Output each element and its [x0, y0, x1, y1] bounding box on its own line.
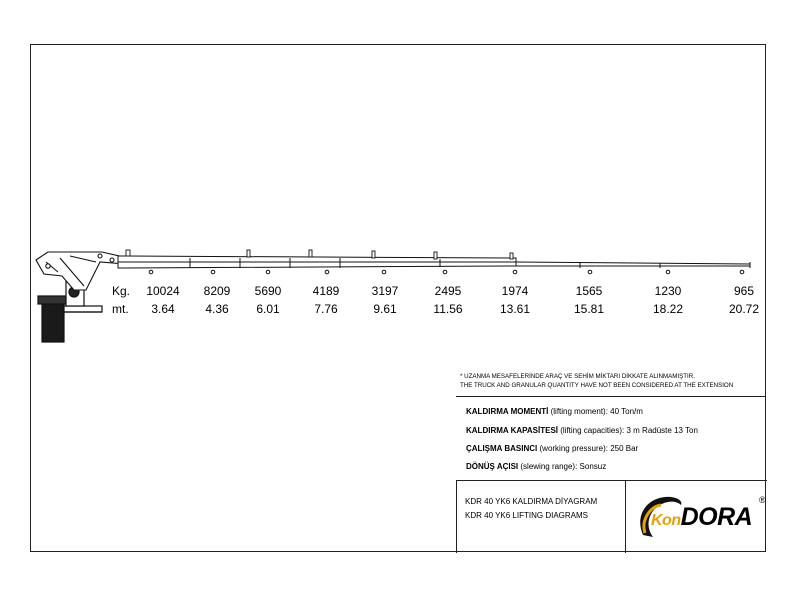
spec-capacity: [466, 426, 698, 435]
hook-markers: [149, 270, 744, 274]
logo-prefix: Kon: [651, 512, 681, 529]
logo-name: DORA: [680, 503, 753, 531]
spec-slewing: [466, 462, 606, 471]
registered-mark: ®: [759, 495, 766, 505]
mt-value: 13.61: [499, 302, 531, 316]
mt-value: 6.01: [256, 302, 280, 316]
load-table: [0, 282, 800, 322]
spec-pressure: [466, 444, 638, 453]
spec-moment: [466, 407, 643, 416]
kg-value: 2495: [434, 284, 462, 298]
mt-value: 9.61: [373, 302, 397, 316]
kg-value: 1230: [654, 284, 682, 298]
spec-pressure-value: (working pressure): 250 Bar: [539, 444, 639, 453]
kg-value: 10024: [146, 284, 180, 298]
kg-value: 5690: [254, 284, 282, 298]
spec-box: [456, 396, 766, 481]
spec-slewing-label: DÖNÜŞ AÇISI: [466, 462, 519, 471]
spec-moment-label: KALDIRMA MOMENTİ: [466, 407, 549, 416]
spec-capacity-value: (lifting capacities): 3 m Radüste 13 Ton: [560, 426, 698, 435]
kg-value: 8209: [203, 284, 231, 298]
mt-value: 15.81: [573, 302, 605, 316]
spec-capacity-label: KALDIRMA KAPASİTESİ: [466, 426, 558, 435]
title-divider: [625, 481, 626, 553]
spec-moment-value: (lifting moment): 40 Ton/m: [550, 407, 643, 416]
kg-value: 965: [733, 284, 755, 298]
spec-pressure-label: ÇALIŞMA BASINCI: [466, 444, 538, 453]
mt-value: 20.72: [728, 302, 760, 316]
mt-value: 11.56: [433, 302, 463, 316]
mt-label: mt.: [112, 302, 129, 316]
title-block: [456, 480, 767, 553]
mt-value: 18.22: [652, 302, 684, 316]
mt-value: 7.76: [314, 302, 338, 316]
kondora-logo: [629, 481, 767, 553]
mt-value: 3.64: [151, 302, 175, 316]
kg-value: 1565: [575, 284, 603, 298]
title-turkish: KDR 40 YK6 KALDIRMA DİYAGRAM: [465, 497, 598, 506]
spec-slewing-value: (slewing range): Sonsuz: [520, 462, 607, 471]
kg-value: 3197: [371, 284, 399, 298]
title-english: KDR 40 YK6 LIFTING DIAGRAMS: [465, 511, 588, 520]
kg-value: 4189: [312, 284, 340, 298]
mt-value: 4.36: [205, 302, 229, 316]
note-turkish: * UZANMA MESAFELERİNDE ARAÇ VE SEHİM MİKTARI DİKKATE ALINMAMIŞTIR.: [460, 373, 695, 380]
kg-value: 1974: [501, 284, 529, 298]
logo-text: [651, 503, 752, 532]
kg-label: Kg.: [112, 284, 131, 298]
note-english: THE TRUCK AND GRANULAR QUANTITY HAVE NOT BEEN CONSIDERED AT THE EXTENSION: [460, 382, 734, 389]
